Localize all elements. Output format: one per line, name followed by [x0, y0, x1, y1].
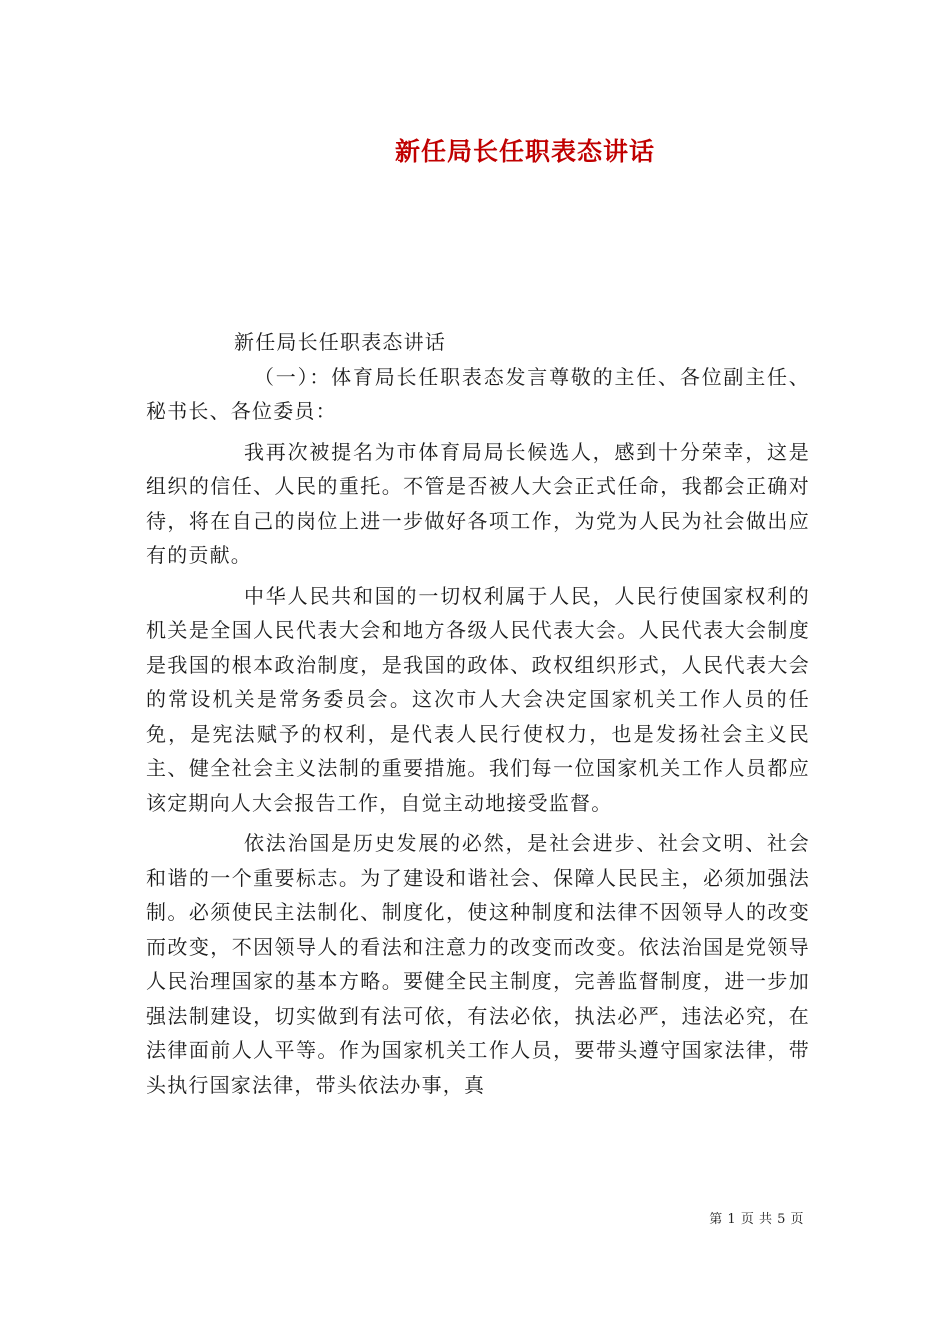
document-body: [146, 325, 810, 1102]
page-title: 新任局长任职表态讲话: [394, 137, 655, 166]
paragraph-1: 我再次被提名为市体育局局长候选人，感到十分荣幸，这是组织的信任、人民的重托。不管是否被人大会正式任命，我都会正确对待，将在自己的岗位上进一步做好各项工作，为党为人民为社会做出应有的贡献。: [146, 439, 810, 567]
paragraph-2: 中华人民共和国的一切权利属于人民，人民行使国家权利的机关是全国人民代表大会和地方各级人民代表大会。人民代表大会制度是我国的根本政治制度，是我国的政体、政权组织形式，人民代表大会的常设机关是常务委员会。这次市人大会决定国家机关工作人员的任免，是宪法赋予的权利，是代表人民行使权力，也是发扬社会主义民主、健全社会主义法制的重要措施。我们每一位国家机关工作人员都应该定期向人大会报告工作，自觉主动地接受监督。: [146, 583, 810, 815]
document-subtitle: 新任局长任职表态讲话: [234, 330, 446, 354]
salutation-paragraph: （一）：体育局长任职表态发言尊敬的主任、各位副主任、秘书长、各位委员：: [146, 364, 810, 423]
paragraph-3: 依法治国是历史发展的必然，是社会进步、社会文明、社会和谐的一个重要标志。为了建设和谐社会、保障人民民主，必须加强法制。必须使民主法制化、制度化，使这种制度和法律不因领导人的改变而改变，不因领导人的看法和注意力的改变而改变。依法治国是党领导人民治理国家的基本方略。要健全民主制度，完善监督制度，进一步加强法制建设，切实做到有法可依，有法必依，执法必严，违法必究，在法律面前人人平等。作为国家机关工作人员，要带头遵守国家法律，带头执行国家法律，带头依法办事，真: [146, 831, 810, 1097]
page-number: 第 1 页 共 5 页: [709, 1212, 804, 1227]
